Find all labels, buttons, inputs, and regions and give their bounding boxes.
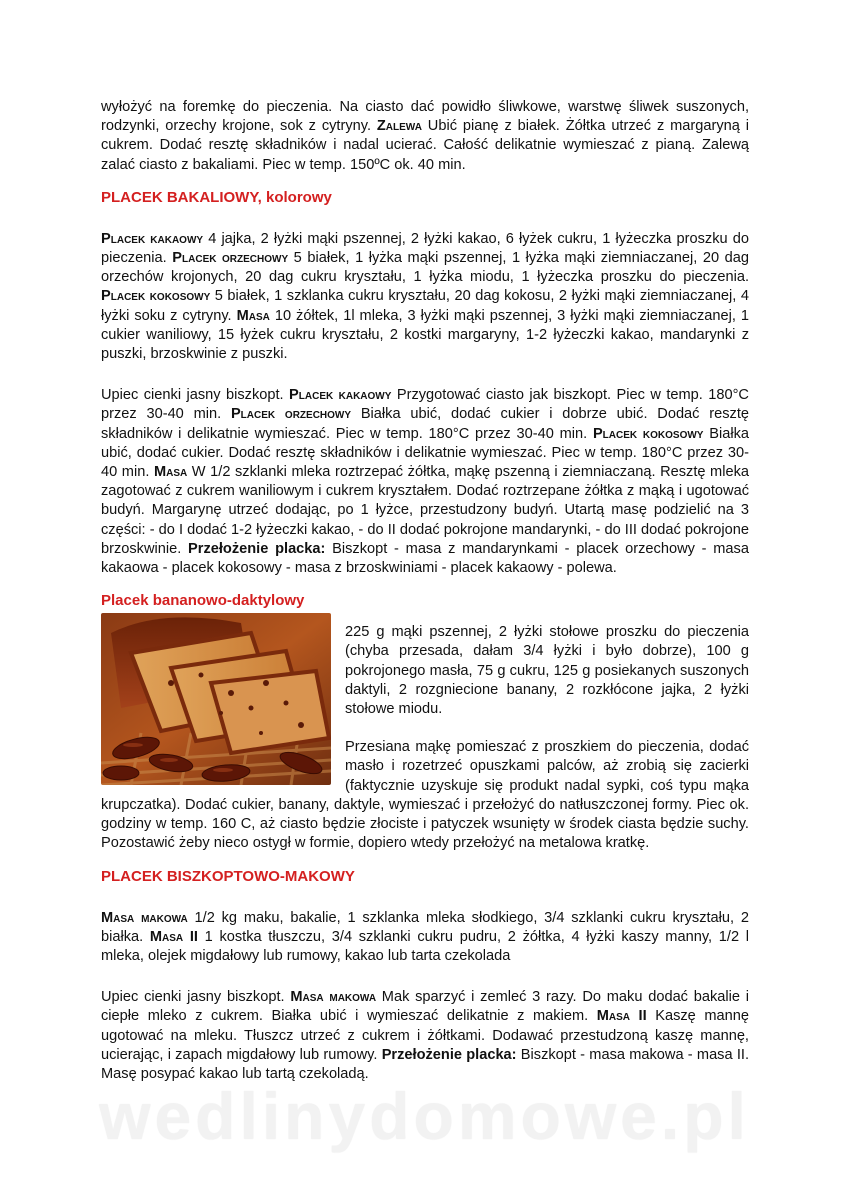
makowy-ingredients: Masa makowa 1/2 kg maku, bakalie, 1 szklanka mleka słodkiego, 3/4 szklanki cukru kryształu, 2 białka. Masa II 1 kostka tłuszczu, 3/4 szklanki cukru pudru, 2 żółtka, 4 łyżki kaszy manny, 1/2 l mleka, olejek migdałowy lub rumowy, kakao lub tarta czekolada [101,909,749,964]
watermark: wedlinydomowe.pl [99,1079,750,1153]
zalewa-label: Zalewa [376,118,422,135]
bananowy-ingredients: 225 g mąki pszennej, 2 łyżki stołowe proszku do pieczenia (chyba przesada, dałam 3/4 łyżki i było dobrze), 100 g pokrojonego masła, 75 g cukru, 125 g posiekanych suszonych daktyli, 2 rozgniecione banany, 2 rozkłócone jajka, 2 łyżki stołowe miodu. [345,624,749,718]
heading-placek-makowy: PLACEK BISZKOPTOWO-MAKOWY [101,867,355,885]
bananowy-method: Przesiana mąkę pomieszać z proszkiem do pieczenia, dodać masło i rozetrzeć opuszkami palców, aż zrobią się zacierki (faktycznie uzyskuje się produkt nadal sypki, coś typu mąka krupczatka). Dodać cukier, banany, daktyle, wymieszać i przełożyć do natłuszczonej formy. Piec ok. godziny w temp. 160 C, aż ciasto będzie złociste i patyczek wsunięty w środek ciasta będzie suchy. Pozostawić żeby nieco ostygł w formie, dopiero wtedy przełożyć na metalowa kratkę. [101,739,749,852]
heading-placek-bakaliowy: PLACEK BAKALIOWY, kolorowy [101,188,332,206]
bakaliowy-method: Upiec cienki jasny biszkopt. Placek kakaowy Przygotować ciasto jak biszkopt. Piec w temp. 180°C przez 30-40 min. Placek orzechowy Białka ubić, dodać cukier i dobrze ubić. Dodać resztę składników i delikatnie wymieszać. Piec w temp. 180°C przez 30-40 min. Placek kokosowy Białka ubić, dodać cukier. Dodać resztę składników i delikatnie wymieszać. Piec w temp. 180°C przez 30-40 min. Masa W 1/2 szklanki mleka roztrzepać żółtka, mąkę pszenną i ziemniaczaną. Resztę mleka zagotować z cukrem waniliowym i cukrem kryształem. Dodać roztrzepane żółtka z mąką i ugotować budyń. Margarynę utrzeć dodając, po 1 łyżce, przestudzony budyń. Utartą masę podzielić na 3 części: - do I dodać 1-2 łyżeczki kakao, - do II dodać pokrojone mandarynki, - do III dodać pokrojone brzoskwinie. Przełożenie placka: Biszkopt - masa z mandarynkami - placek orzechowy - masa kakaowa - placek kokosowy - masa z brzoskwiniami - placek kakaowy - polewa. [101,387,750,577]
banana-date-loaf-photo [101,613,331,785]
makowy-method: Upiec cienki jasny biszkopt. Masa makowa Mak sparzyć i zemleć 3 razy. Do maku dodać bakalie i ciepłe mleko z cukrem. Białka ubić i wymieszać delikatnie z makiem. Masa II Kaszę mannę ugotować na mleku. Tłuszcz utrzeć z cukrem i żółtkami. Dodawać przestudzoną kaszę mannę, ucierając, i zapach migdałowy lub rumowy. Przełożenie placka: Biszkopt - masa makowa - masa II. Masę posypać kakao lub tartą czekoladą. [101,989,750,1082]
heading-placek-bananowy: Placek bananowo-daktylowy [101,592,305,610]
intro-paragraph: wyłożyć na foremkę do pieczenia. Na ciasto dać powidło śliwkowe, warstwę śliwek suszonych, rodzynki, orzechy krojone, sok z cytryny. Zalewa Ubić pianę z białek. Żółtka utrzeć z margaryną i cukrem. Dodać resztę składników i nadal ucierać. Całość delikatnie wymieszać z pianą. Zalewą zalać ciasto z bakaliami. Piec w temp. 150ºC ok. 40 min. [101,99,749,173]
document-page [101,98,749,1084]
bakaliowy-ingredients: Placek kakaowy 4 jajka, 2 łyżki mąki pszennej, 2 łyżki kakao, 6 łyżek cukru, 1 łyżeczka proszku do pieczenia. Placek orzechowy 5 białek, 1 łyżka mąki pszennej, 1 łyżka mąki ziemniaczanej, 20 dag orzechów krojonych, 20 dag cukru kryształu, 1 łyżka miodu, 1 łyżeczka proszku do pieczenia. Placek kokosowy 5 białek, 1 szklanka cukru kryształu, 20 dag kokosu, 2 łyżki mąki ziemniaczanej, 4 łyżki soku z cytryny. Masa 10 żółtek, 1l mleka, 3 łyżki mąki pszennej, 3 łyżki mąki ziemniaczanej, 1 cukier waniliowy, 15 łyżek cukru kryształu, 2 kostki margaryny, 1-2 łyżeczki kakao, mandarynki z puszki, brzoskwinie z puszki. [101,230,750,363]
